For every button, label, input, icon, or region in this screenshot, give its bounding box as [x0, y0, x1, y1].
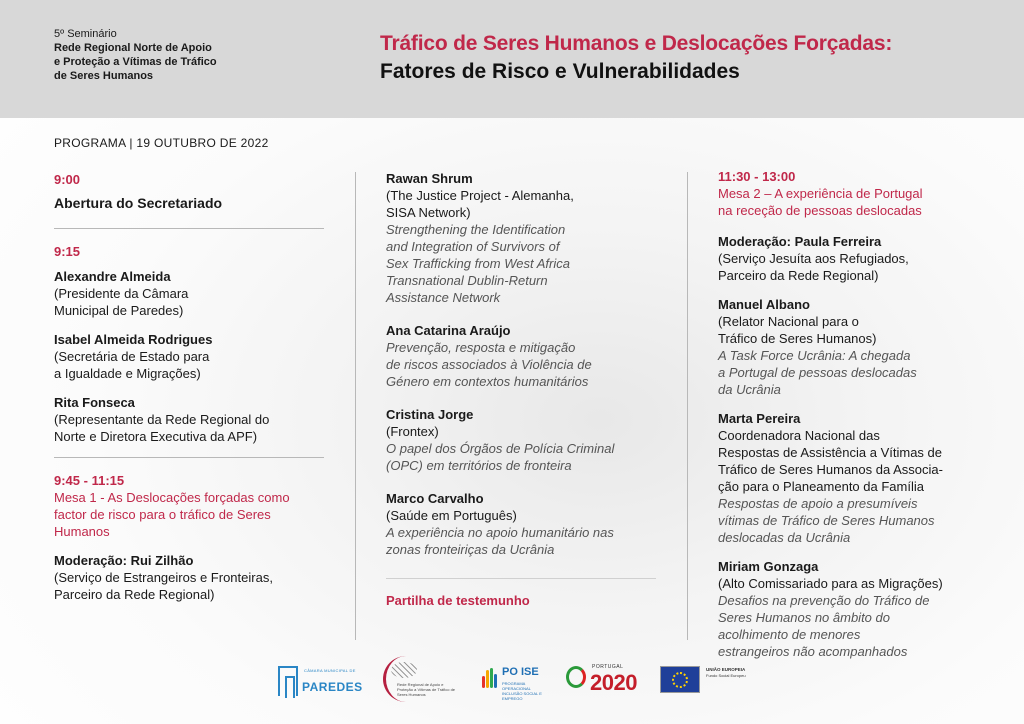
- talk-title: estrangeiros não acompanhados: [718, 644, 908, 659]
- speaker-name: Marco Carvalho: [386, 491, 484, 506]
- partilha-title: Partilha de testemunho: [386, 593, 530, 608]
- speaker-affiliation: (Representante da Rede Regional do: [54, 412, 270, 427]
- column-3: [718, 168, 988, 660]
- talk-title: Strengthening the Identification: [386, 222, 566, 237]
- session-title: Abertura do Secretariado: [54, 195, 223, 211]
- speaker-name: Isabel Almeida Rodrigues: [54, 332, 213, 347]
- mesa-title: Mesa 1 - As Deslocações forçadas como: [54, 490, 290, 505]
- speaker-affiliation: (Presidente da Câmara: [54, 286, 189, 301]
- speaker-name: Cristina Jorge: [386, 407, 474, 422]
- poise-label: PO ISE: [502, 666, 539, 678]
- talk-title: Seres Humanos no âmbito do: [718, 610, 890, 625]
- eu-title: UNIÃO EUROPEIA: [706, 667, 746, 672]
- speaker-affiliation: Norte e Diretora Executiva da APF): [54, 429, 258, 444]
- speaker-affiliation: Tráfico de Seres Humanos): [718, 331, 877, 346]
- speaker-affiliation: a Igualdade e Migrações): [54, 366, 201, 381]
- mesa-title: na receção de pessoas deslocadas: [718, 203, 922, 218]
- speaker: [718, 558, 988, 660]
- speaker-name: Marta Pereira: [718, 411, 801, 426]
- talk-title: a Portugal de pessoas deslocadas: [718, 365, 917, 380]
- speaker-affiliation: Tráfico de Seres Humanos da Associa-: [718, 462, 943, 477]
- paredes-small-label: CÂMARA MUNICIPAL DE: [304, 668, 356, 673]
- moderator: [54, 552, 324, 603]
- org-line: de Seres Humanos: [54, 70, 154, 82]
- speaker-name: Alexandre Almeida: [54, 269, 171, 284]
- speaker: [718, 296, 988, 398]
- poise-bars-icon: [482, 668, 498, 688]
- session-time: 9:45 - 11:15: [54, 473, 125, 488]
- moderator-name: Moderação: Paula Ferreira: [718, 234, 882, 249]
- speaker: [386, 170, 666, 306]
- speaker-affiliation: Coordenadora Nacional das: [718, 428, 880, 443]
- speaker: [386, 322, 666, 390]
- talk-title: Desafios na prevenção do Tráfico de: [718, 593, 930, 608]
- year-label: 2020: [590, 670, 637, 695]
- paredes-label: PAREDES: [302, 680, 363, 694]
- column-2: [386, 170, 666, 608]
- paredes-logo: [278, 666, 363, 696]
- talk-title: Respostas de apoio a presumíveis: [718, 496, 918, 511]
- talk-title: deslocadas da Ucrânia: [718, 530, 851, 545]
- talk-title: (OPC) em territórios de fronteira: [386, 458, 572, 473]
- talk-title: Transnational Dublin-Return: [386, 273, 548, 288]
- moderator-name: Moderação: Rui Zilhão: [54, 553, 194, 568]
- talk-title: vítimas de Tráfico de Seres Humanos: [718, 513, 935, 528]
- rede-network-icon: [391, 662, 417, 678]
- moderator-affiliation: Parceiro da Rede Regional): [54, 587, 215, 602]
- column-divider: [355, 172, 356, 640]
- header-band: [0, 0, 1024, 118]
- talk-title: and Integration of Survivors of: [386, 239, 560, 254]
- talk-title: da Ucrânia: [718, 382, 781, 397]
- divider: [386, 578, 656, 579]
- title-line-1: Tráfico de Seres Humanos e Deslocações Forçadas:: [380, 32, 893, 55]
- eu-label: [706, 667, 760, 679]
- speaker-affiliation: (The Justice Project - Alemanha,: [386, 188, 574, 203]
- page-title: [380, 30, 892, 86]
- column-1: [54, 171, 324, 603]
- programa-date: PROGRAMA | 19 OUTUBRO DE 2022: [54, 136, 269, 150]
- talk-title: Assistance Network: [386, 290, 501, 305]
- moderator-affiliation: (Serviço de Estrangeiros e Fronteiras,: [54, 570, 273, 585]
- eu-flag-icon: [660, 666, 700, 693]
- talk-title: acolhimento de menores: [718, 627, 861, 642]
- speaker: [386, 490, 666, 558]
- title-line-2: Fatores de Risco e Vulnerabilidades: [380, 60, 740, 83]
- speaker: [54, 331, 324, 382]
- poise-sublabel: PROGRAMA OPERACIONAL INCLUSÃO SOCIAL E EMPREGO: [502, 681, 542, 701]
- moderator-affiliation: (Serviço Jesuíta aos Refugiados,: [718, 251, 909, 266]
- divider: [54, 457, 324, 458]
- speaker-name: Ana Catarina Araújo: [386, 323, 511, 338]
- talk-title: zonas fronteiriças da Ucrânia: [386, 542, 555, 557]
- talk-title: Sex Trafficking from West Africa: [386, 256, 570, 271]
- mesa-title: Humanos: [54, 524, 110, 539]
- org-line: e Proteção a Vítimas de Tráfico: [54, 56, 217, 68]
- speaker-affiliation: SISA Network): [386, 205, 471, 220]
- talk-title: Género em contextos humanitários: [386, 374, 589, 389]
- speaker-affiliation: (Saúde em Português): [386, 508, 517, 523]
- speaker: [386, 406, 666, 474]
- speaker-affiliation: (Secretária de Estado para: [54, 349, 210, 364]
- speaker-affiliation: Municipal de Paredes): [54, 303, 184, 318]
- rede-regional-logo: [383, 656, 463, 702]
- talk-title: O papel dos Órgãos de Polícia Criminal: [386, 441, 615, 456]
- portugal-2020-logo: [566, 662, 650, 698]
- sponsor-logos: [0, 654, 1024, 704]
- column-divider: [687, 172, 688, 640]
- edition-label: 5º Seminário: [54, 28, 117, 40]
- paredes-emblem-icon: [278, 666, 298, 696]
- speaker-name: Manuel Albano: [718, 297, 810, 312]
- poise-logo: [482, 664, 554, 701]
- eu-sub: Fundo Social Europeu: [706, 673, 746, 678]
- session-time: 9:00: [54, 172, 81, 187]
- eu-logo: [660, 666, 760, 694]
- speaker-affiliation: (Alto Comissariado para as Migrações): [718, 576, 943, 591]
- mesa-title: factor de risco para o tráfico de Seres: [54, 507, 271, 522]
- speaker-name: Rawan Shrum: [386, 171, 473, 186]
- moderator: [718, 233, 988, 284]
- speaker-affiliation: ção para o Planeamento da Família: [718, 479, 924, 494]
- speaker: [718, 410, 988, 546]
- speaker-affiliation: (Frontex): [386, 424, 439, 439]
- portugal-emblem-icon: [566, 666, 586, 688]
- speaker-affiliation: (Relator Nacional para o: [718, 314, 859, 329]
- talk-title: Prevenção, resposta e mitigação: [386, 340, 576, 355]
- talk-title: A Task Force Ucrânia: A chegada: [718, 348, 911, 363]
- org-line: Rede Regional Norte de Apoio: [54, 42, 212, 54]
- session-time: 9:15: [54, 244, 81, 259]
- speaker-name: Miriam Gonzaga: [718, 559, 819, 574]
- speaker-name: Rita Fonseca: [54, 395, 135, 410]
- seminar-info: [54, 27, 264, 83]
- talk-title: de riscos associados à Violência de: [386, 357, 592, 372]
- speaker: [54, 394, 324, 445]
- divider: [54, 228, 324, 229]
- talk-title: A experiência no apoio humanitário nas: [386, 525, 614, 540]
- speaker: [54, 268, 324, 319]
- moderator-affiliation: Parceiro da Rede Regional): [718, 268, 879, 283]
- session-time: 11:30 - 13:00: [718, 169, 796, 184]
- portugal-label: PORTUGAL: [592, 664, 624, 670]
- speaker-affiliation: Respostas de Assistência a Vítimas de: [718, 445, 943, 460]
- rede-label: Rede Regional de Apoio e Proteção a Vítimas de Tráfico de Seres Humanos: [397, 682, 456, 697]
- mesa-title: Mesa 2 – A experiência de Portugal: [718, 186, 923, 201]
